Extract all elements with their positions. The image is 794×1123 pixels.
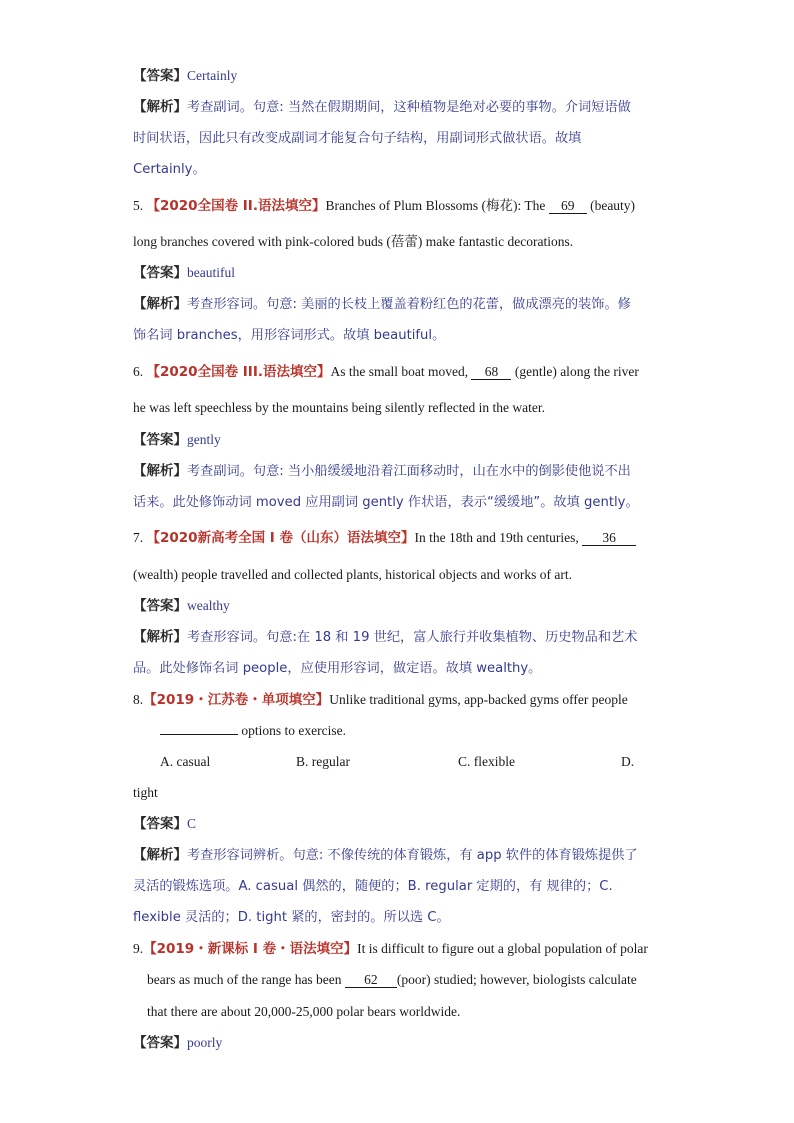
answer-label: 【答案】 xyxy=(133,1035,187,1051)
analysis-text: 品。此处修饰名词 people，应使用形容词，做定语。故填 wealthy。 xyxy=(133,661,542,676)
question-text: (wealth) people travelled and collected plants, historical objects and works of art. xyxy=(133,567,572,582)
analysis-label: 【解析】 xyxy=(133,629,187,645)
question-text: options to exercise. xyxy=(241,723,346,738)
question-number: 6. xyxy=(133,364,144,379)
analysis-text: flexible 灵活的；D. tight 紧的，密封的。所以选 C。 xyxy=(133,910,450,925)
fill-blank: 36 xyxy=(582,530,636,546)
q9-question-line-3 xyxy=(147,1003,460,1021)
answer-label: 【答案】 xyxy=(133,432,187,448)
question-text: Unlike traditional gyms, app-backed gyms offer people xyxy=(329,692,628,707)
answer-text: gently xyxy=(187,432,221,447)
answer-label: 【答案】 xyxy=(133,816,187,832)
option-b: B. regular xyxy=(296,754,350,769)
question-number: 9. xyxy=(133,941,144,956)
q5-question-line-2 xyxy=(133,233,573,251)
q6-analysis-line-2 xyxy=(133,493,639,512)
q4-analysis-line-2 xyxy=(133,129,581,148)
q5-analysis-line-1 xyxy=(133,295,631,314)
analysis-text: 考查副词。句意: 当然在假期期间，这种植物是绝对必要的事物。介词短语做 xyxy=(187,100,631,115)
q7-answer-line xyxy=(133,597,230,615)
analysis-text: Certainly。 xyxy=(133,162,206,177)
question-text: It is difficult to figure out a global population of polar xyxy=(357,941,648,956)
question-number: 5. xyxy=(133,198,144,213)
q4-analysis-line-1 xyxy=(133,98,631,117)
q7-analysis-line-2 xyxy=(133,659,541,678)
option-d: D. xyxy=(621,754,635,769)
question-number: 7. xyxy=(133,530,144,545)
answer-text: poorly xyxy=(187,1035,223,1050)
q7-analysis-line-1 xyxy=(133,628,637,647)
question-source: 【2020新高考全国 I 卷（山东）语法填空】 xyxy=(146,530,415,546)
question-number: 8. xyxy=(133,692,144,707)
question-text: As the small boat moved, xyxy=(330,364,469,379)
analysis-text: 考查副词。句意: 当小船缓缓地沿着江面移动时，山在水中的倒影使他说不出 xyxy=(187,464,631,479)
question-text: Branches of Plum Blossoms (梅花): The xyxy=(325,198,546,213)
option-c: C. flexible xyxy=(458,754,515,769)
q5-analysis-line-2 xyxy=(133,326,445,345)
q8-option-d-continued xyxy=(133,784,158,802)
question-source: 【2020全国卷 III.语法填空】 xyxy=(146,364,331,380)
q4-analysis-line-3 xyxy=(133,160,206,179)
question-source: 【2019・江苏卷・单项填空】 xyxy=(143,692,330,708)
analysis-text: 饰名词 branches，用形容词形式。故填 beautiful。 xyxy=(133,328,446,343)
q8-question-line-2 xyxy=(160,722,346,740)
analysis-text: 话来。此处修饰动词 moved 应用副词 gently 作状语，表示“缓缓地”。故填 gently。 xyxy=(133,495,639,510)
q8-answer-line xyxy=(133,815,196,833)
question-text: that there are about 20,000-25,000 polar bears worldwide. xyxy=(147,1004,461,1019)
analysis-text: 考查形容词辨析。句意: 不像传统的体育锻炼，有 app 软件的体育锻炼提供了 xyxy=(187,848,638,863)
question-hint: (beauty) xyxy=(590,198,636,213)
fill-blank: 62 xyxy=(345,972,397,988)
option-d-word: tight xyxy=(133,785,158,800)
fill-blank: 69 xyxy=(549,198,587,214)
q6-analysis-line-1 xyxy=(133,462,631,481)
question-source: 【2020全国卷 II.语法填空】 xyxy=(146,198,326,214)
q7-question-line-1 xyxy=(133,529,636,547)
q6-question-line-1 xyxy=(133,363,639,381)
q8-analysis-line-1 xyxy=(133,846,638,865)
q9-question-line-2 xyxy=(147,971,637,989)
q7-question-line-2 xyxy=(133,566,572,584)
fill-blank: 68 xyxy=(471,364,511,380)
answer-text: Certainly xyxy=(187,68,238,83)
analysis-text: 灵活的锻炼选项。A. casual 偶然的，随便的；B. regular 定期的，有 规律的；C. xyxy=(133,879,613,894)
analysis-text: 考查形容词。句意: 美丽的长枝上覆盖着粉红色的花蕾，做成漂亮的装饰。修 xyxy=(187,297,631,312)
analysis-text: 考查形容词。句意:在 18 和 19 世纪，富人旅行并收集植物、历史物品和艺术 xyxy=(187,630,638,645)
analysis-label: 【解析】 xyxy=(133,99,187,115)
answer-label: 【答案】 xyxy=(133,265,187,281)
question-text: long branches covered with pink-colored buds (蓓蕾) make fantastic decorations. xyxy=(133,234,574,249)
analysis-label: 【解析】 xyxy=(133,296,187,312)
q6-answer-line xyxy=(133,431,221,449)
fill-blank xyxy=(160,734,238,735)
q8-analysis-line-3 xyxy=(133,908,450,927)
answer-text: C xyxy=(187,816,197,831)
answer-label: 【答案】 xyxy=(133,68,187,84)
q9-answer-line xyxy=(133,1034,222,1052)
question-hint: (gentle) along the river xyxy=(514,364,639,379)
answer-label: 【答案】 xyxy=(133,598,187,614)
answer-text: wealthy xyxy=(187,598,230,613)
analysis-label: 【解析】 xyxy=(133,463,187,479)
q6-question-line-2 xyxy=(133,399,545,417)
q5-answer-line xyxy=(133,264,235,282)
analysis-label: 【解析】 xyxy=(133,847,187,863)
q5-question-line-1 xyxy=(133,197,635,215)
question-text: In the 18th and 19th centuries, xyxy=(414,530,579,545)
question-text: (poor) studied; however, biologists calculate xyxy=(396,972,637,987)
question-text: he was left speechless by the mountains being silently reflected in the water. xyxy=(133,400,546,415)
question-text: bears as much of the range has been xyxy=(147,972,342,987)
q9-question-line-1 xyxy=(133,940,648,958)
option-a: A. casual xyxy=(160,754,211,769)
q8-analysis-line-2 xyxy=(133,877,613,896)
q4-answer-line xyxy=(133,67,237,85)
question-source: 【2019・新课标 I 卷・语法填空】 xyxy=(143,941,358,957)
q8-question-line-1 xyxy=(133,691,628,709)
analysis-text: 时间状语，因此只有改变成副词才能复合句子结构，用副词形式做状语。故填 xyxy=(133,131,582,146)
answer-text: beautiful xyxy=(187,265,235,280)
